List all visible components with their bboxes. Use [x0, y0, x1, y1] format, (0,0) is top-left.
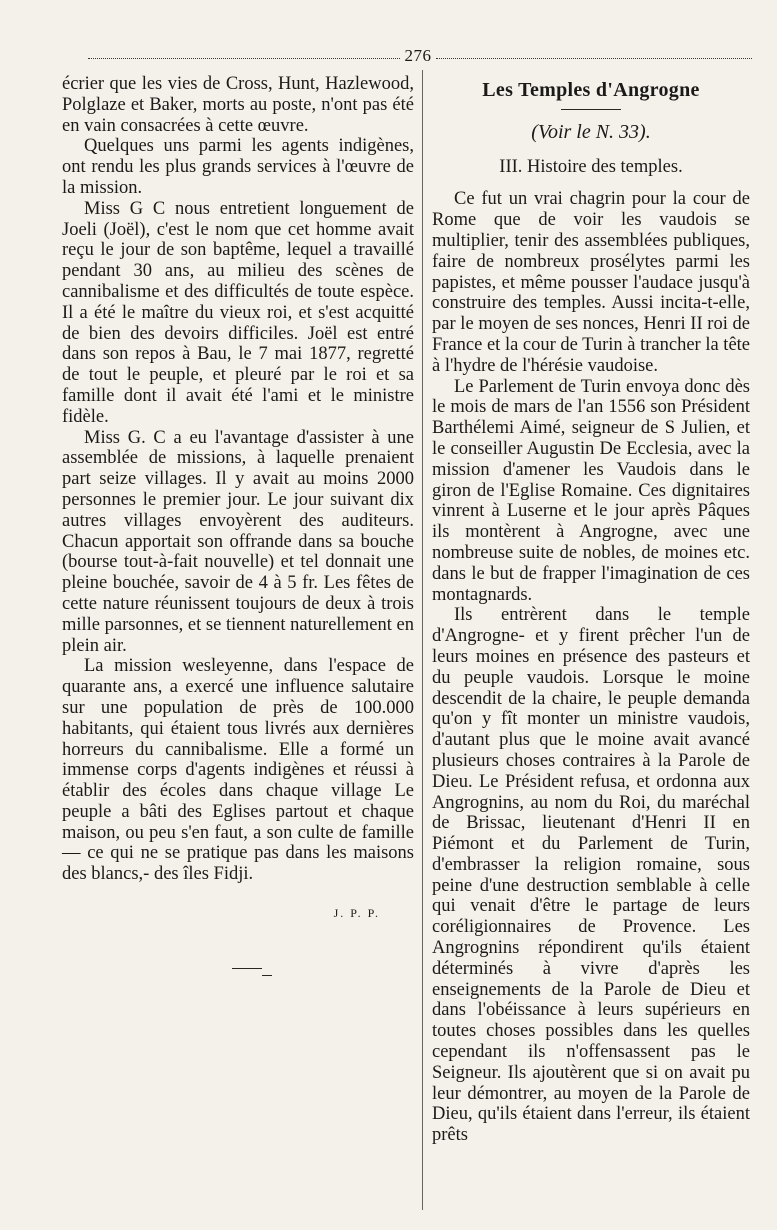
paragraph: La mission wesleyenne, dans l'espace de quarante ans, a exercé une influence salutaire sur une population de près de 100.000 habitants, qui étaient tous livrés aux dernières horreurs du cannibalisme. Elle a formé un immense corps d'agents indigènes et réussi à établir des écoles dans chaque village Le peuple a bâti des Eglises partout et chaque maison, ou peu s'en faut, a son culte de famille — ce qui ne se pratique pas dans les maisons des blancs,- des îles Fidji. — [62, 656, 414, 885]
paragraph: Quelques uns parmi les agents indigènes, ont rendu les plus grands services à l'œuvre de la mission. — [62, 136, 414, 198]
left-column — [62, 74, 414, 976]
author-signature: J. P. P. — [333, 906, 380, 921]
paragraph: écrier que les vies de Cross, Hunt, Hazlewood, Polglaze et Baker, morts au poste, n'ont pas été en vain consacrées à cette œuvre. — [62, 74, 414, 136]
paragraph: Le Parlement de Turin envoya donc dès le mois de mars de l'an 1556 son Président Barthélemi Aimé, seigneur de S Julien, et le conseiller Augustin De Ecclesia, avec la mission d'amener les Vaudois dans le giron de l'Eglise Romaine. Ces dignitaires vinrent à Luserne et le jour après Pâques ils montèrent à Angrogne, avec une nombreuse suite de nobles, de moines etc. dans le but de frapper l'imagination de ces montagnards. — [432, 376, 750, 605]
paragraph: Ce fut un vrai chagrin pour la cour de Rome que de voir les vaudois se multiplier, tenir des assemblées publiques, faire de nombreux prosélytes parmi les papistes, et même pousser l'audace jusqu'à construire des temples. Aussi incita-t-elle, par le moyen de ses nonces, Henri II roi de France et la cour de Turin à trancher la tête à l'hydre de l'hérésie vaudoise. — [432, 189, 750, 376]
header-dotted-rule-left — [88, 58, 400, 59]
header-dotted-rule-right — [436, 58, 752, 59]
page-number: 276 — [404, 46, 432, 65]
end-rule-short — [262, 975, 272, 976]
section-subheading: III. Histoire des temples. — [499, 156, 683, 177]
title-rule — [561, 109, 621, 110]
paragraph: Ils entrèrent dans le temple d'Angrogne- et y firent prêcher l'un de leurs moines en présence des pasteurs et du peuple vaudois. Lorsque le moine descendit de la chaire, le peuple demanda qu'on y fît monter un ministre vaudois, d'autant plus que le moine avait avancé plusieurs choses contraires à la Parole de Dieu. Le Président refusa, et ordonna aux Angrognins, au nom du Roi, du maréchal de Brissac, lieutenant d'Henri II en Piémont et du Parlement de Turin, d'embrasser la religion romaine, sous peine d'une destruction semblable à celle qui venait d'être le partage de leurs coréligionnaires de Provence. Les Angrognins répondirent qu'ils étaient déterminés à vivre d'après les enseignements de la Parole de Dieu et dans l'obéissance à leurs supérieurs en toutes choses possibles dans les quelles cependant ils n'offensassent pas le Seigneur. Ils ajoutèrent que si on avait pu leur démontrer, au moyen de la Parole de Dieu, qu'ils étaient dans l'erreur, ils étaient prêts — [432, 605, 750, 1146]
article-title: Les Temples d'Angrogne — [482, 79, 700, 101]
column-divider — [422, 70, 423, 1210]
paragraph: Miss G C nous entretient longuement de Joeli (Joël), c'est le nom que cet homme avait reçu le jour de son baptême, lequel a travaillé pendant 30 ans, au milieu des scènes de cannibalisme et des difficultés de toute espèce. Il a été le maître du vieux roi, et s'est acquitté de bien des devoirs difficiles. Joël est entré dans son repos à Bau, le 7 mai 1877, regretté de tout le peuple, et pleuré par le roi et sa famille dont il avait été l'ami et le ministre fidèle. — [62, 198, 414, 427]
cross-reference-note: (Voir le N. 33). — [531, 120, 651, 143]
right-column — [432, 74, 750, 1146]
paragraph: Miss G. C a eu l'avantage d'assister à une assemblée de missions, à laquelle prenaient part seize villages. Il y avait au moins 2000 personnes le premier jour. Le jour suivant dix autres villages envoyèrent des auditeurs. Chacun apportait son offrande dans sa bouche (bourse tout-à-fait nouvelle) et tel donnait une pleine bouchée, savoir de 4 à 5 fr. Les fêtes de cette nature réunissent toujours de deux à trois mille parsonnes, et se tiennent naturellement en plein air. — [62, 427, 414, 656]
end-rule — [232, 968, 262, 969]
